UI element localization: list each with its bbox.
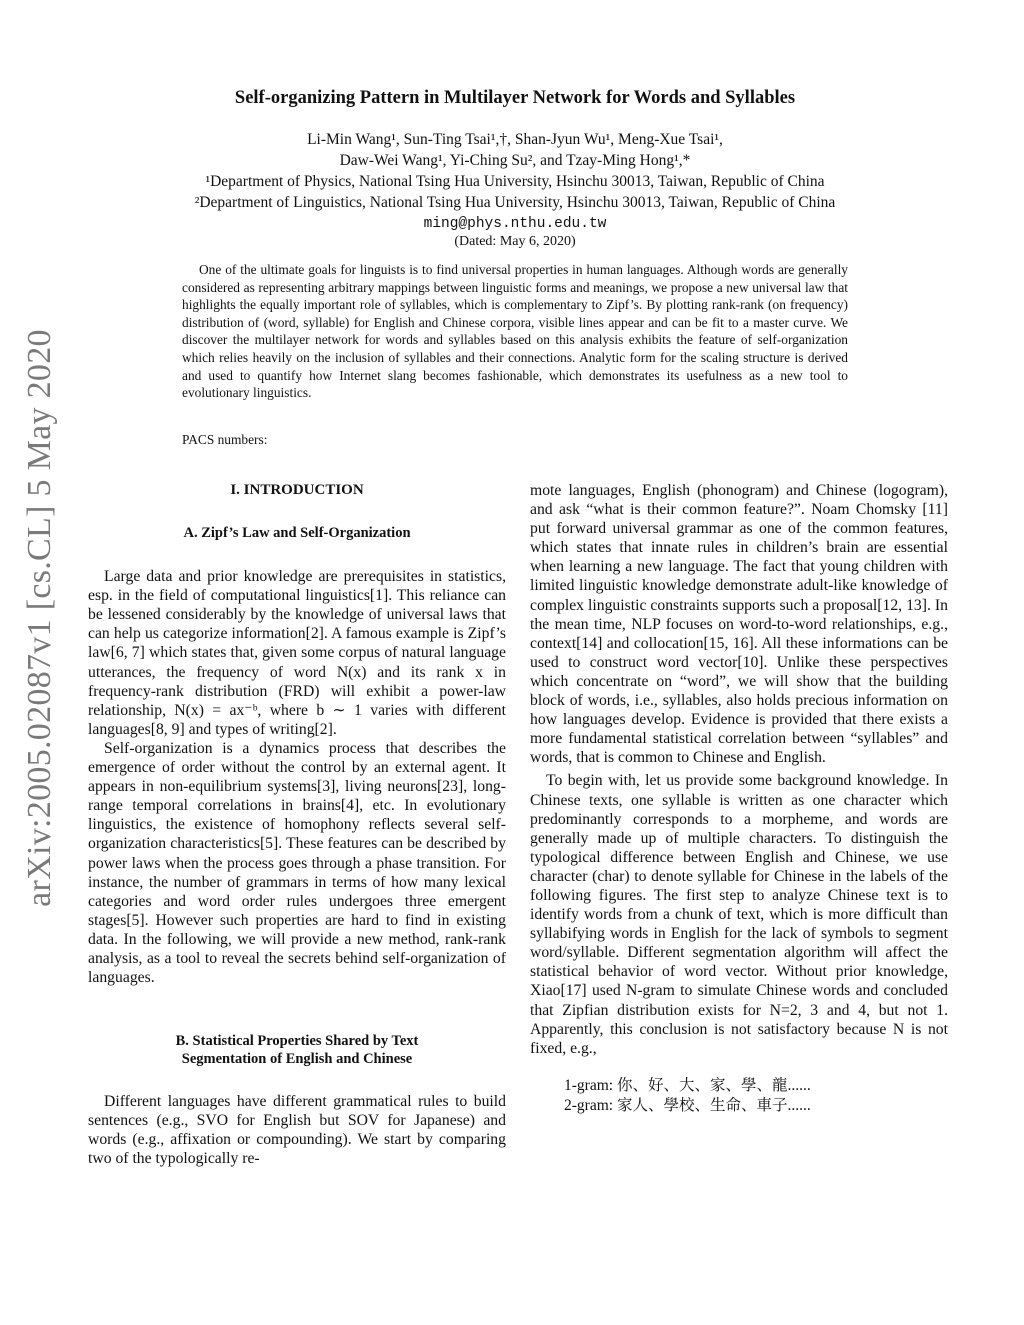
abstract: One of the ultimate goals for linguists is to find universal properties in human languages. Although words are generally considered as representing arbitrary mappings between linguistic forms and meanings, we propose a new universal law that highlights the equally important role of syllables, which is complementary to Zipf’s. By plotting rank-rank (on frequency) distribution of (word, syllable) for English and Chinese corpora, visible lines appear and can be fit to a master curve. We discover the multilayer network for words and syllables based on this analysis exhibits the feature of self-organization which relies heavily on the inclusion of syllables and their connections. Analytic form for the scaling structure is derived and used to quantify how Internet slang becomes fashionable, which demonstrates its usefulness as a new tool to evolutionary linguistics. <box>182 262 848 401</box>
subsection-heading-a: A. Zipf’s Law and Self-Organization <box>183 525 411 542</box>
subsection-heading-b-line2: Segmentation of English and Chinese <box>181 1051 413 1068</box>
dated-line: (Dated: May 6, 2020) <box>454 234 576 249</box>
email[interactable]: ming@phys.nthu.edu.tw <box>423 216 607 232</box>
paper-title: Self-organizing Pattern in Multilayer Network for Words and Syllables <box>234 88 796 108</box>
authors-line-2: Daw-Wei Wang¹, Yi-Ching Su², and Tzay-Ming Hong¹,* <box>339 152 691 169</box>
affiliation-1: ¹Department of Physics, National Tsing Hua University, Hsinchu 30013, Taiwan, Republic of China <box>205 173 825 190</box>
subsection-heading-b-line1: B. Statistical Properties Shared by Text <box>175 1033 419 1050</box>
authors-line-1: Li-Min Wang¹, Sun-Ting Tsai¹,†, Shan-Jyun Wu¹, Meng-Xue Tsai¹, <box>307 131 723 148</box>
pacs-numbers: PACS numbers: <box>182 432 268 447</box>
paragraph-r1: mote languages, English (phonogram) and Chinese (logogram), and ask “what is their common feature?”. Noam Chomsky [11] put forward universal grammar as one of the common features, which states that innate rules in children’s brain are essential when learning a new language. The fact that young children with limited linguistic knowledge demonstrate adult-like knowledge of complex linguistic constraints supports such a proposal[12, 13]. In the mean time, NLP focuses on word-to-word relationships, e.g., context[14] and collocation[15, 16]. All these informations can be used to construct word vector[10]. Unlike these perspectives which concentrate on “word”, we will show that the building block of words, i.e., syllables, also holds precious information on how languages develop. Evidence is provided that there exists a more fundamental statistical correlation between “syllables” and words, that is common to Chinese and English. <box>530 482 948 767</box>
paragraph-a1: Large data and prior knowledge are prerequisites in statistics, esp. in the field of computational linguistics[1]. This reliance can be lessened considerably by the knowledge of universal laws that can help us categorize information[2]. A famous example is Zipf’s law[6, 7] which states that, given some corpus of natural language utterances, the frequency of word N(x) and its rank x in frequency-rank distribution (FRD) will exhibit a power-law relationship, N(x) = ax⁻ᵇ, where b ∼ 1 varies with different languages[8, 9] and types of writing[2]. <box>88 568 506 738</box>
paragraph-b1: Different languages have different grammatical rules to build sentences (e.g., SVO for English but SOV for Japanese) and words (e.g., affixation or compounding). We start by comparing two of the typologically re- <box>88 1093 506 1168</box>
paragraph-a2: Self-organization is a dynamics process that describes the emergence of order without the control by an external agent. It appears in non-equilibrium systems[3], living neurons[23], long-range temporal correlations in brains[4], etc. In evolutionary linguistics, the existence of homophony reflects several self-organization characteristics[5]. These features can be described by power laws when the process goes through a phase transition. For instance, the number of grammars in terms of how many lexical categories and word order rules undergoes three emergent stages[5]. However such properties are hard to find in existing data. In the following, we will provide a new method, rank-rank analysis, as a tool to reveal the secrets behind self-organization of languages. <box>88 739 506 987</box>
gram-example-1: 1-gram: 你、好、大、家、學、龍...... <box>564 1076 811 1094</box>
affiliation-2: ²Department of Linguistics, National Tsing Hua University, Hsinchu 30013, Taiwan, Republic of China <box>194 194 836 211</box>
arxiv-stamp: arXiv:2005.02087v1 [cs.CL] 5 May 2020 <box>21 329 58 907</box>
gram-example-2: 2-gram: 家人、學校、生命、車子...... <box>564 1096 811 1114</box>
left-column <box>88 481 506 1169</box>
paragraph-r2: To begin with, let us provide some background knowledge. In Chinese texts, one syllable is written as one character which predominantly corresponds to a morpheme, and words are generally made up of multiple characters. To distinguish the typological difference between English and Chinese, we use character (char) to denote syllable for Chinese in the labels of the following figures. The first step to analyze Chinese text is to identify words from a chunk of text, which is more difficult than syllabifying words in English for the lack of symbols to segment word/syllable. Different segmentation algorithm will affect the statistical behavior of word vector. Without prior knowledge, Xiao[17] used N-gram to simulate Chinese words and concluded that Zipfian distribution exists for N=2, 3 and 4, but not 1. Apparently, this conclusion is not satisfactory because N is not fixed, e.g., <box>530 772 948 1057</box>
section-heading-introduction: I. INTRODUCTION <box>230 482 364 498</box>
right-column <box>530 481 948 1116</box>
